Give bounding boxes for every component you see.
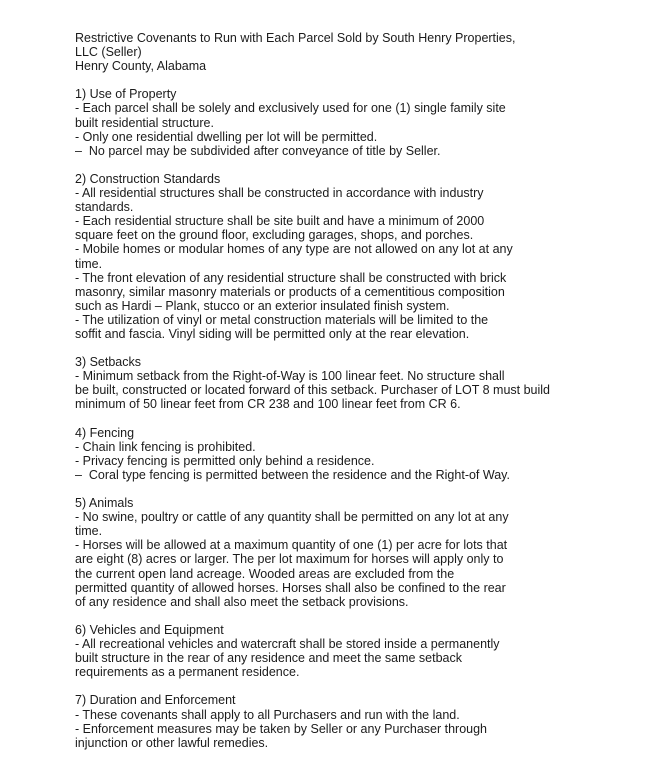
document-line: - All residential structures shall be constructed in accordance with industry bbox=[75, 186, 484, 201]
section-heading: 2) Construction Standards bbox=[75, 171, 221, 186]
document-line: minimum of 50 linear feet from CR 238 and 100 linear feet from CR 6. bbox=[75, 397, 461, 412]
document-line: soffit and fascia. Vinyl siding will be permitted only at the rear elevation. bbox=[75, 326, 470, 341]
section-heading: 6) Vehicles and Equipment bbox=[75, 622, 224, 637]
document-line: injunction or other lawful remedies. bbox=[75, 735, 269, 750]
document-line: time. bbox=[75, 524, 103, 539]
document-line: are eight (8) acres or larger. The per lot maximum for horses will apply only to bbox=[75, 552, 504, 567]
document-location-line: Henry County, Alabama bbox=[75, 59, 207, 74]
document-line: built structure in the rear of any residence and meet the same setback bbox=[75, 651, 463, 666]
document-line: - Mobile homes or modular homes of any type are not allowed on any lot at any bbox=[75, 242, 513, 257]
document-line: – No parcel may be subdivided after conveyance of title by Seller. bbox=[75, 143, 441, 158]
document-line: - The front elevation of any residential structure shall be constructed with brick bbox=[75, 270, 507, 285]
section-construction-standards bbox=[75, 172, 630, 341]
document-line: - No swine, poultry or cattle of any quantity shall be permitted on any lot at any bbox=[75, 510, 509, 525]
section-animals bbox=[75, 496, 630, 609]
document-line: - Horses will be allowed at a maximum quantity of one (1) per acre for lots that bbox=[75, 538, 508, 553]
section-heading: 7) Duration and Enforcement bbox=[75, 693, 236, 708]
document-title-line: Restrictive Covenants to Run with Each Parcel Sold by South Henry Properties, bbox=[75, 31, 516, 45]
document-line: the current open land acreage. Wooded areas are excluded from the bbox=[75, 566, 455, 581]
document-line: permitted quantity of allowed horses. Horses shall also be confined to the rear bbox=[75, 580, 506, 595]
document-line: - Only one residential dwelling per lot will be permitted. bbox=[75, 129, 378, 144]
document-line: time. bbox=[75, 256, 103, 271]
section-setbacks bbox=[75, 355, 630, 411]
document-header bbox=[75, 31, 630, 73]
document-line: - Privacy fencing is permitted only behind a residence. bbox=[75, 453, 375, 468]
document-line: such as Hardi – Plank, stucco or an exterior insulated finish system. bbox=[75, 298, 450, 313]
section-heading: 1) Use of Property bbox=[75, 87, 177, 102]
document-line: - The utilization of vinyl or metal construction materials will be limited to the bbox=[75, 312, 489, 327]
document-line: masonry, similar masonry materials or products of a cementitious composition bbox=[75, 284, 505, 299]
document-line: – Coral type fencing is permitted between the residence and the Right-of Way. bbox=[75, 467, 510, 482]
section-heading: 5) Animals bbox=[75, 496, 134, 511]
document-title-line: LLC (Seller) bbox=[75, 45, 142, 60]
section-vehicles-and-equipment bbox=[75, 623, 630, 679]
document-line: - These covenants shall apply to all Purchasers and run with the land. bbox=[75, 707, 460, 722]
section-duration-and-enforcement bbox=[75, 693, 630, 749]
document-line: be built, constructed or located forward of this setback. Purchaser of LOT 8 must build bbox=[75, 383, 551, 398]
document-line: standards. bbox=[75, 200, 134, 215]
section-heading: 3) Setbacks bbox=[75, 355, 142, 370]
document-line: - Each parcel shall be solely and exclusively used for one (1) single family site bbox=[75, 101, 506, 116]
document-line: built residential structure. bbox=[75, 115, 214, 130]
document-line: of any residence and shall also meet the setback provisions. bbox=[75, 594, 409, 609]
section-heading: 4) Fencing bbox=[75, 425, 135, 440]
document-line: - Enforcement measures may be taken by Seller or any Purchaser through bbox=[75, 721, 488, 736]
section-use-of-property bbox=[75, 87, 630, 157]
document-line: square feet on the ground floor, excluding garages, shops, and porches. bbox=[75, 228, 474, 243]
document-line: - Chain link fencing is prohibited. bbox=[75, 439, 256, 454]
document-line: requirements as a permanent residence. bbox=[75, 665, 300, 680]
document-line: - All recreational vehicles and watercraft shall be stored inside a permanently bbox=[75, 637, 500, 652]
section-fencing bbox=[75, 426, 630, 482]
document-line: - Minimum setback from the Right-of-Way is 100 linear feet. No structure shall bbox=[75, 369, 505, 384]
document-line: - Each residential structure shall be site built and have a minimum of 2000 bbox=[75, 214, 485, 229]
